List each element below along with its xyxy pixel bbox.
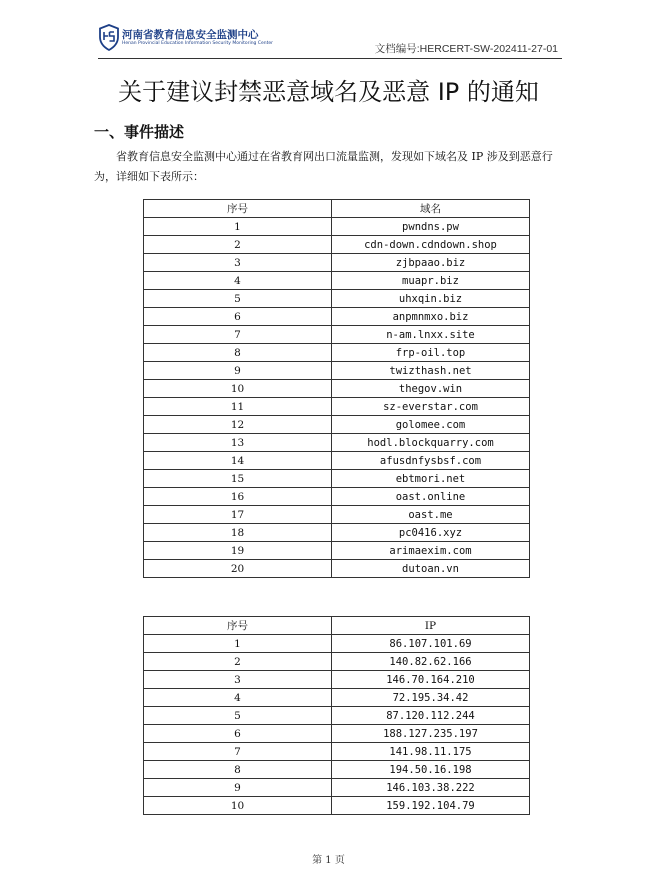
- domain-cell: oast.online: [332, 488, 530, 506]
- row-index: 4: [144, 689, 332, 707]
- page-header: [0, 0, 657, 60]
- row-index: 9: [144, 779, 332, 797]
- row-index: 20: [144, 560, 332, 578]
- ip-cell: 146.103.38.222: [332, 779, 530, 797]
- row-index: 1: [144, 218, 332, 236]
- logo-title: 河南省教育信息安全监测中心: [122, 29, 259, 41]
- row-index: 5: [144, 290, 332, 308]
- table-row: [144, 416, 530, 434]
- ip-cell: 140.82.62.166: [332, 653, 530, 671]
- table-row: [144, 398, 530, 416]
- logo: [98, 24, 273, 52]
- column-header-index: 序号: [144, 200, 332, 218]
- row-index: 10: [144, 797, 332, 815]
- table-row: [144, 743, 530, 761]
- table-row: [144, 434, 530, 452]
- row-index: 17: [144, 506, 332, 524]
- description-paragraph: 省教育信息安全监测中心通过在省教育网出口流量监测，发现如下域名及 IP 涉及到恶意行为，详细如下表所示：: [94, 150, 553, 183]
- row-index: 19: [144, 542, 332, 560]
- table-row: [144, 797, 530, 815]
- table-row: [144, 308, 530, 326]
- table-row: [144, 254, 530, 272]
- row-index: 2: [144, 653, 332, 671]
- logo-subtitle: Henan Provincial Education Information Security Monitoring Center: [122, 41, 273, 46]
- table-row: [144, 707, 530, 725]
- domain-cell: oast.me: [332, 506, 530, 524]
- row-index: 4: [144, 272, 332, 290]
- column-header-index: 序号: [144, 617, 332, 635]
- table-row: [144, 326, 530, 344]
- row-index: 8: [144, 344, 332, 362]
- table-row: [144, 560, 530, 578]
- row-index: 15: [144, 470, 332, 488]
- table-row: [144, 779, 530, 797]
- table-row: [144, 488, 530, 506]
- table-row: [144, 671, 530, 689]
- domain-cell: hodl.blockquarry.com: [332, 434, 530, 452]
- document-number: 文档编号:HERCERT-SW-202411-27-01: [374, 43, 558, 55]
- row-index: 3: [144, 254, 332, 272]
- domain-cell: frp-oil.top: [332, 344, 530, 362]
- table-row: [144, 218, 530, 236]
- domain-cell: zjbpaao.biz: [332, 254, 530, 272]
- table-row: [144, 689, 530, 707]
- section-heading: 一、事件描述: [94, 123, 185, 141]
- table-row: [144, 506, 530, 524]
- table-row: [144, 362, 530, 380]
- shield-icon: [98, 24, 120, 51]
- column-header-ip: IP: [332, 617, 530, 635]
- domain-cell: pc0416.xyz: [332, 524, 530, 542]
- row-index: 7: [144, 326, 332, 344]
- row-index: 18: [144, 524, 332, 542]
- table-header-row: [144, 617, 530, 635]
- row-index: 7: [144, 743, 332, 761]
- domain-cell: afusdnfysbsf.com: [332, 452, 530, 470]
- column-header-domain: 域名: [332, 200, 530, 218]
- page-number: 第 1 页: [312, 855, 345, 866]
- row-index: 2: [144, 236, 332, 254]
- domain-cell: twizthash.net: [332, 362, 530, 380]
- table-row: [144, 344, 530, 362]
- table-row: [144, 272, 530, 290]
- table-row: [144, 524, 530, 542]
- ip-cell: 159.192.104.79: [332, 797, 530, 815]
- table-row: [144, 653, 530, 671]
- table-row: [144, 635, 530, 653]
- table-row: [144, 761, 530, 779]
- table-row: [144, 452, 530, 470]
- domain-cell: golomee.com: [332, 416, 530, 434]
- ip-cell: 188.127.235.197: [332, 725, 530, 743]
- domain-cell: ebtmori.net: [332, 470, 530, 488]
- table-header-row: [144, 200, 530, 218]
- table-row: [144, 380, 530, 398]
- domain-cell: sz-everstar.com: [332, 398, 530, 416]
- row-index: 16: [144, 488, 332, 506]
- row-index: 3: [144, 671, 332, 689]
- domain-cell: muapr.biz: [332, 272, 530, 290]
- row-index: 1: [144, 635, 332, 653]
- ip-cell: 72.195.34.42: [332, 689, 530, 707]
- row-index: 10: [144, 380, 332, 398]
- row-index: 14: [144, 452, 332, 470]
- row-index: 12: [144, 416, 332, 434]
- domain-table: [143, 199, 530, 578]
- row-index: 8: [144, 761, 332, 779]
- ip-table: [143, 616, 530, 815]
- ip-cell: 194.50.16.198: [332, 761, 530, 779]
- row-index: 6: [144, 725, 332, 743]
- domain-cell: arimaexim.com: [332, 542, 530, 560]
- domain-cell: dutoan.vn: [332, 560, 530, 578]
- row-index: 9: [144, 362, 332, 380]
- domain-cell: pwndns.pw: [332, 218, 530, 236]
- table-row: [144, 290, 530, 308]
- table-row: [144, 542, 530, 560]
- page-title: 关于建议封禁恶意域名及恶意 IP 的通知: [118, 78, 539, 106]
- domain-cell: anpmnmxo.biz: [332, 308, 530, 326]
- domain-cell: thegov.win: [332, 380, 530, 398]
- row-index: 13: [144, 434, 332, 452]
- domain-cell: uhxqin.biz: [332, 290, 530, 308]
- header-rule: [98, 58, 562, 59]
- table-row: [144, 236, 530, 254]
- ip-cell: 86.107.101.69: [332, 635, 530, 653]
- ip-cell: 146.70.164.210: [332, 671, 530, 689]
- table-row: [144, 470, 530, 488]
- table-row: [144, 725, 530, 743]
- domain-cell: cdn-down.cdndown.shop: [332, 236, 530, 254]
- row-index: 5: [144, 707, 332, 725]
- ip-cell: 141.98.11.175: [332, 743, 530, 761]
- ip-cell: 87.120.112.244: [332, 707, 530, 725]
- row-index: 6: [144, 308, 332, 326]
- domain-cell: n-am.lnxx.site: [332, 326, 530, 344]
- row-index: 11: [144, 398, 332, 416]
